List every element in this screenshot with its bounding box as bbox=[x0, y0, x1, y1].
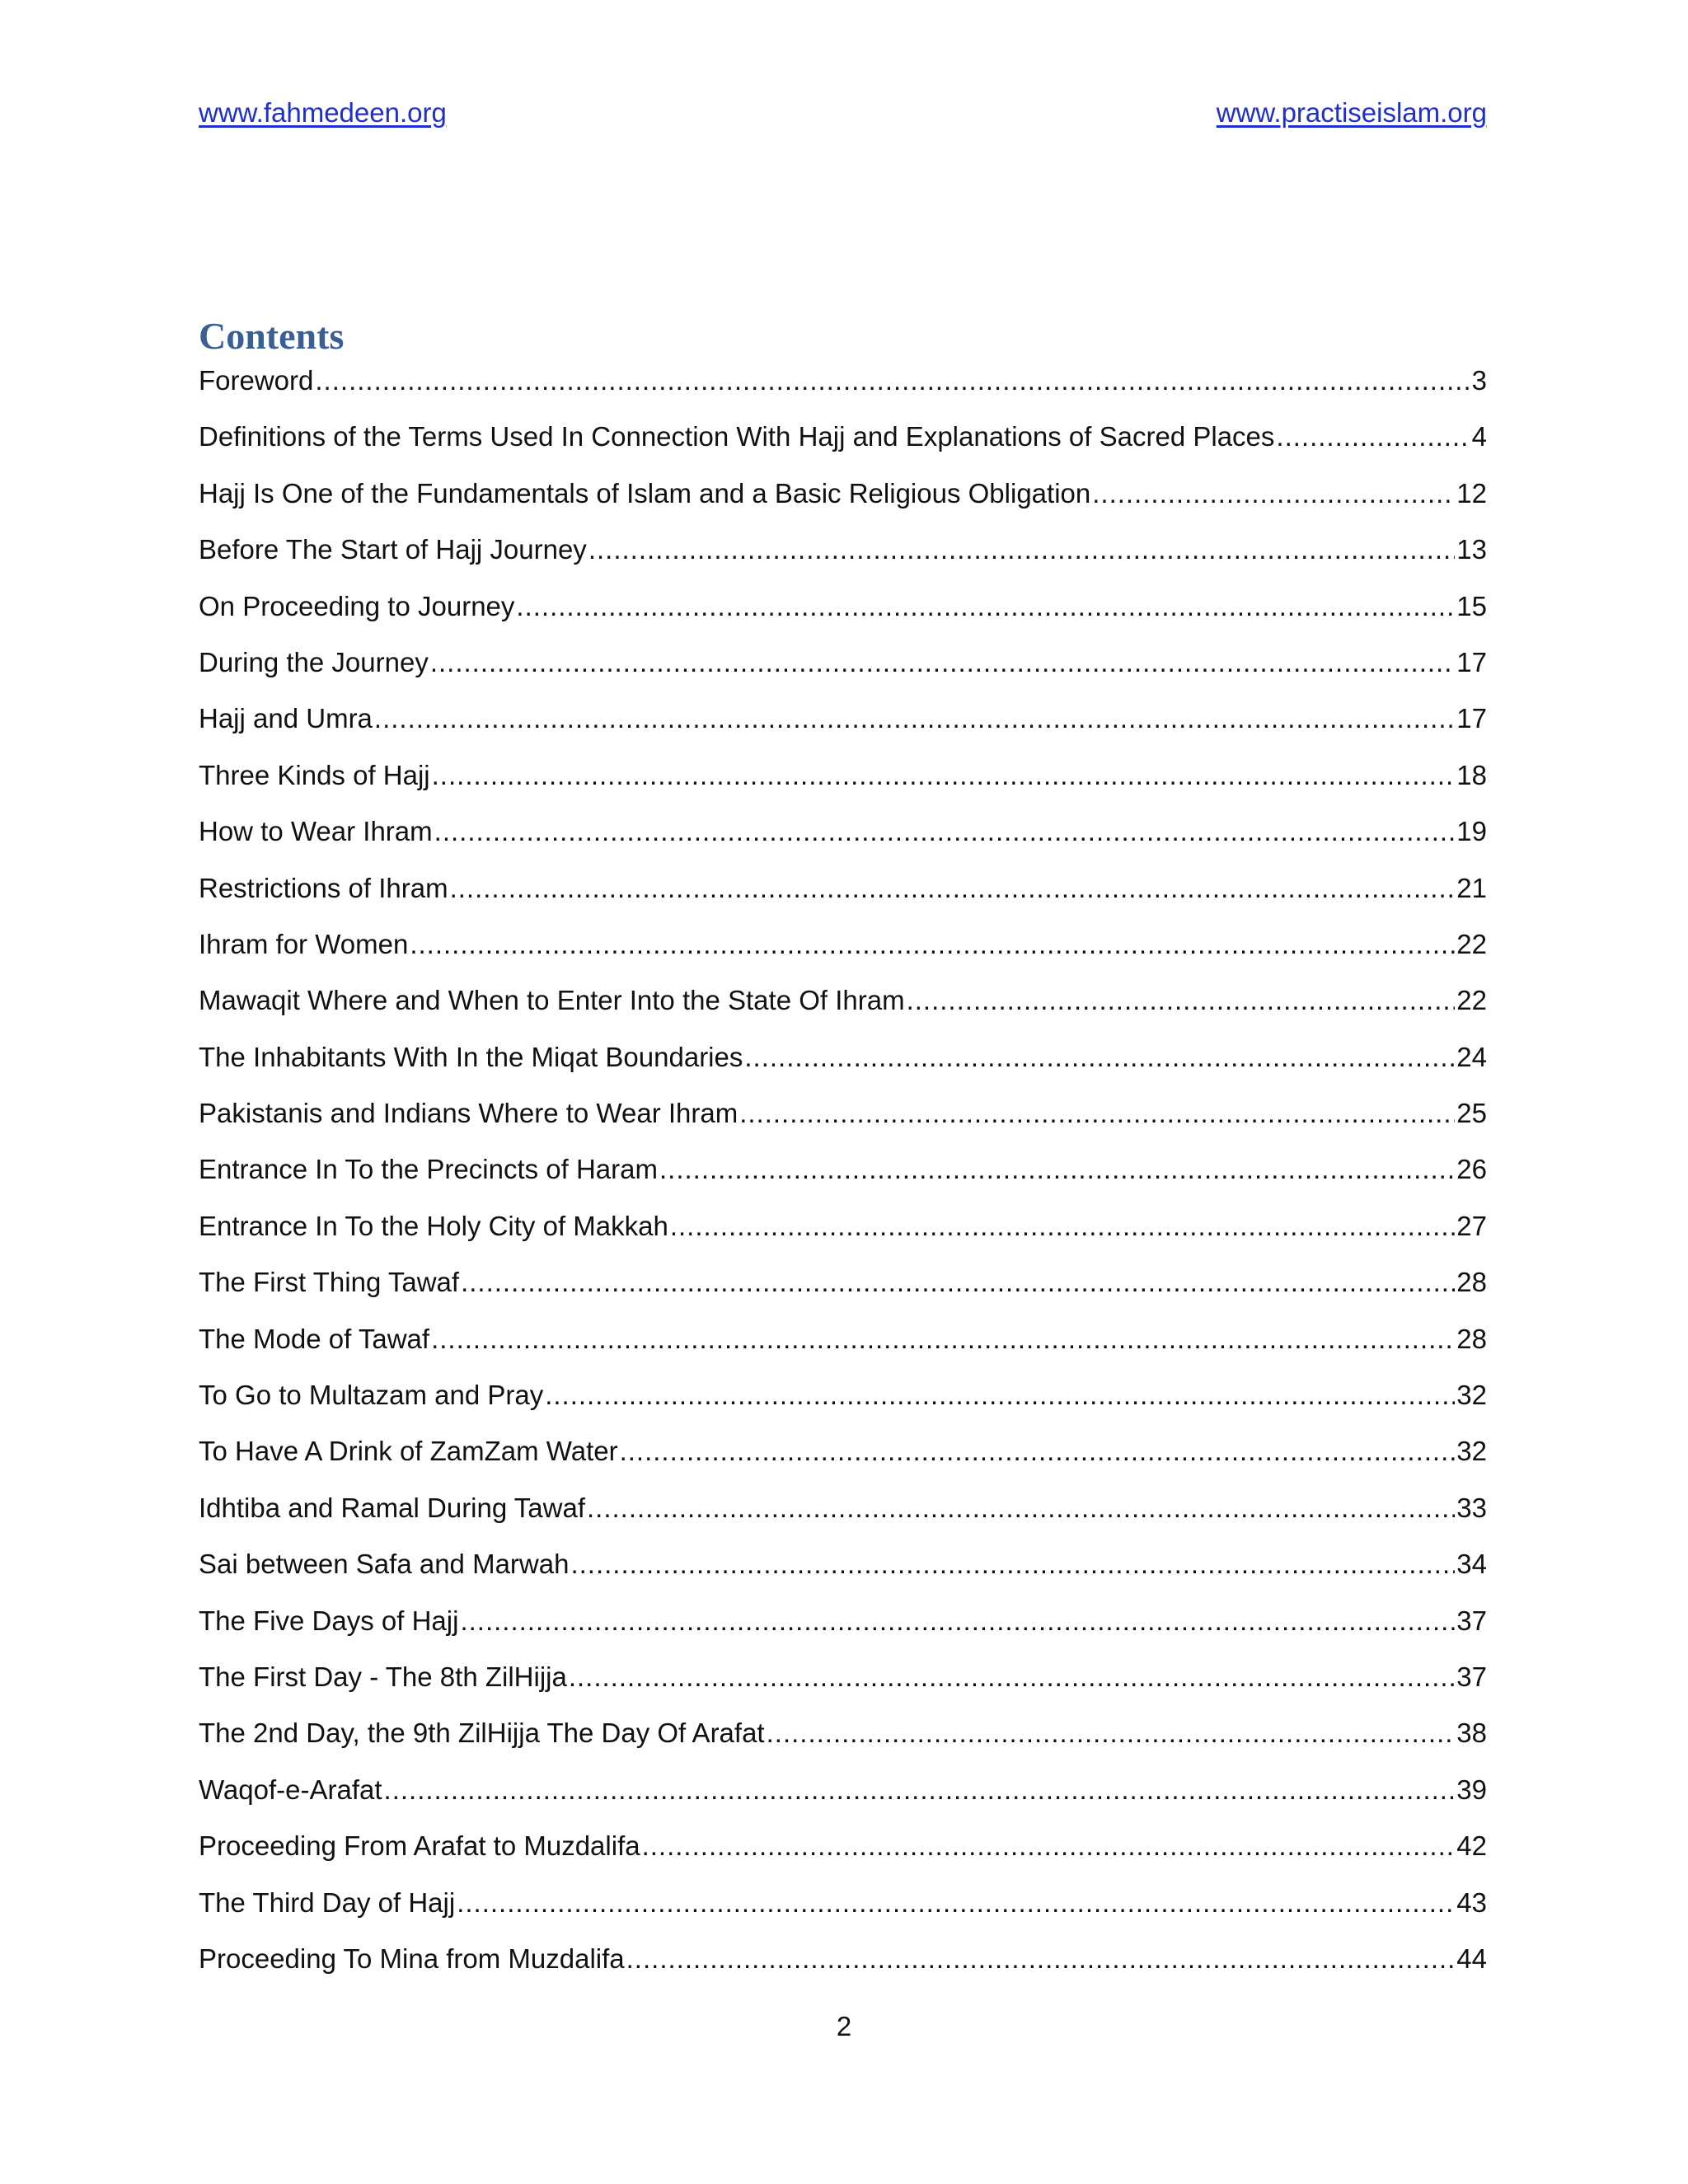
toc-dot-leader bbox=[620, 1436, 1456, 1467]
toc-entry[interactable] bbox=[199, 1549, 1487, 1605]
toc-dot-leader bbox=[431, 1324, 1455, 1355]
toc-dot-leader bbox=[907, 985, 1456, 1016]
toc-entry-label: Entrance In To the Precincts of Haram bbox=[199, 1154, 658, 1185]
toc-entry[interactable] bbox=[199, 591, 1487, 647]
toc-entry-label: Sai between Safa and Marwah bbox=[199, 1549, 570, 1580]
toc-entry[interactable] bbox=[199, 1774, 1487, 1830]
toc-dot-leader bbox=[588, 534, 1455, 565]
toc-dot-leader bbox=[739, 1098, 1455, 1129]
toc-dot-leader bbox=[626, 1943, 1456, 1975]
toc-entry[interactable] bbox=[199, 1718, 1487, 1774]
toc-entry-label: The Third Day of Hajj bbox=[199, 1886, 456, 1918]
toc-entry-label: Ihram for Women bbox=[199, 928, 409, 959]
toc-entry-page-number: 22 bbox=[1456, 985, 1487, 1016]
toc-entry-page-number: 4 bbox=[1471, 421, 1487, 452]
toc-entry-label: Hajj Is One of the Fundamentals of Islam and a Basic Religious Obligation bbox=[199, 477, 1091, 509]
toc-entry-page-number: 28 bbox=[1456, 1323, 1487, 1354]
toc-entry[interactable] bbox=[199, 985, 1487, 1041]
toc-entry-label: The Mode of Tawaf bbox=[199, 1323, 430, 1354]
toc-entry[interactable] bbox=[199, 1943, 1487, 1999]
toc-entry[interactable] bbox=[199, 365, 1487, 421]
toc-entry-label: Proceeding From Arafat to Muzdalifa bbox=[199, 1830, 640, 1862]
toc-dot-leader bbox=[1092, 478, 1455, 509]
toc-entry-page-number: 33 bbox=[1456, 1492, 1487, 1523]
toc-entry-page-number: 19 bbox=[1456, 816, 1487, 847]
toc-entry-page-number: 44 bbox=[1456, 1943, 1487, 1974]
toc-dot-leader bbox=[434, 816, 1456, 847]
toc-entry-label: The Inhabitants With In the Miqat Boundaries bbox=[199, 1041, 743, 1072]
toc-entry-page-number: 37 bbox=[1456, 1605, 1487, 1636]
toc-entry-label: The First Day - The 8th ZilHijja bbox=[199, 1661, 567, 1692]
toc-entry[interactable] bbox=[199, 1042, 1487, 1098]
toc-dot-leader bbox=[659, 1154, 1455, 1185]
toc-entry[interactable] bbox=[199, 816, 1487, 872]
toc-dot-leader bbox=[569, 1661, 1455, 1693]
toc-dot-leader bbox=[374, 703, 1455, 734]
toc-entry-page-number: 24 bbox=[1456, 1041, 1487, 1072]
toc-entry-label: The Five Days of Hajj bbox=[199, 1605, 459, 1636]
toc-entry-label: Foreword bbox=[199, 365, 314, 396]
toc-entry-page-number: 3 bbox=[1471, 365, 1487, 396]
toc-entry[interactable] bbox=[199, 1324, 1487, 1380]
toc-entry-page-number: 32 bbox=[1456, 1436, 1487, 1467]
toc-entry[interactable] bbox=[199, 478, 1487, 534]
toc-entry-label: Before The Start of Hajj Journey bbox=[199, 534, 587, 565]
toc-entry-label: Idhtiba and Ramal During Tawaf bbox=[199, 1492, 585, 1523]
toc-entry-label: To Go to Multazam and Pray bbox=[199, 1380, 544, 1411]
toc-entry-page-number: 39 bbox=[1456, 1774, 1487, 1805]
toc-entry-label: The First Thing Tawaf bbox=[199, 1267, 460, 1298]
toc-entry[interactable] bbox=[199, 1661, 1487, 1718]
toc-entry[interactable] bbox=[199, 703, 1487, 759]
toc-entry-page-number: 25 bbox=[1456, 1098, 1487, 1129]
toc-entry-label: Mawaqit Where and When to Enter Into the State Of Ihram bbox=[199, 985, 905, 1016]
toc-entry-label: During the Journey bbox=[199, 646, 429, 677]
toc-dot-leader bbox=[410, 929, 1455, 960]
toc-entry-page-number: 18 bbox=[1456, 759, 1487, 790]
toc-entry-label: The 2nd Day, the 9th ZilHijja The Day Of Arafat bbox=[199, 1718, 765, 1749]
toc-entry[interactable] bbox=[199, 1436, 1487, 1492]
toc-dot-leader bbox=[670, 1211, 1455, 1242]
toc-dot-leader bbox=[767, 1718, 1456, 1749]
toc-entry-page-number: 13 bbox=[1456, 534, 1487, 565]
table-of-contents bbox=[199, 365, 1487, 1999]
toc-entry[interactable] bbox=[199, 534, 1487, 590]
toc-entry-page-number: 43 bbox=[1456, 1886, 1487, 1918]
toc-entry-page-number: 26 bbox=[1456, 1154, 1487, 1185]
toc-dot-leader bbox=[545, 1380, 1455, 1411]
toc-entry[interactable] bbox=[199, 1887, 1487, 1943]
toc-entry[interactable] bbox=[199, 1211, 1487, 1267]
toc-entry[interactable] bbox=[199, 929, 1487, 985]
page-number: 2 bbox=[836, 2011, 852, 2041]
toc-entry-page-number: 42 bbox=[1456, 1830, 1487, 1862]
toc-dot-leader bbox=[587, 1493, 1455, 1524]
toc-entry-label: To Have A Drink of ZamZam Water bbox=[199, 1436, 618, 1467]
page-header bbox=[199, 97, 1487, 138]
toc-dot-leader bbox=[461, 1267, 1455, 1298]
toc-entry[interactable] bbox=[199, 1267, 1487, 1323]
toc-entry-page-number: 12 bbox=[1456, 477, 1487, 509]
toc-entry-page-number: 22 bbox=[1456, 928, 1487, 959]
toc-dot-leader bbox=[430, 647, 1455, 678]
toc-entry-label: Entrance In To the Holy City of Makkah bbox=[199, 1210, 668, 1241]
toc-entry[interactable] bbox=[199, 1154, 1487, 1210]
toc-entry[interactable] bbox=[199, 760, 1487, 816]
toc-entry[interactable] bbox=[199, 1830, 1487, 1886]
toc-entry-label: Three Kinds of Hajj bbox=[199, 759, 430, 790]
toc-entry-page-number: 17 bbox=[1456, 703, 1487, 734]
toc-dot-leader bbox=[570, 1549, 1455, 1580]
toc-entry-page-number: 28 bbox=[1456, 1267, 1487, 1298]
toc-dot-leader bbox=[1276, 421, 1470, 452]
toc-entry-page-number: 21 bbox=[1456, 872, 1487, 903]
toc-entry-page-number: 37 bbox=[1456, 1661, 1487, 1692]
toc-entry[interactable] bbox=[199, 1098, 1487, 1154]
toc-dot-leader bbox=[744, 1042, 1455, 1073]
toc-entry-page-number: 32 bbox=[1456, 1380, 1487, 1411]
toc-entry-page-number: 15 bbox=[1456, 590, 1487, 621]
toc-entry-label: How to Wear Ihram bbox=[199, 816, 433, 847]
toc-entry-page-number: 27 bbox=[1456, 1210, 1487, 1241]
fahmedeen-link[interactable]: www.fahmedeen.org bbox=[199, 97, 447, 128]
practiseislam-link[interactable]: www.practiseislam.org bbox=[1216, 97, 1487, 128]
toc-dot-leader bbox=[450, 873, 1456, 904]
toc-entry-page-number: 17 bbox=[1456, 646, 1487, 677]
toc-dot-leader bbox=[457, 1887, 1455, 1919]
contents-heading: Contents bbox=[199, 315, 345, 357]
toc-dot-leader bbox=[432, 760, 1456, 791]
toc-dot-leader bbox=[516, 591, 1455, 622]
toc-entry-page-number: 34 bbox=[1456, 1549, 1487, 1580]
toc-entry-label: Proceeding To Mina from Muzdalifa bbox=[199, 1943, 625, 1974]
toc-dot-leader bbox=[460, 1605, 1455, 1637]
toc-entry[interactable] bbox=[199, 1380, 1487, 1436]
toc-entry[interactable] bbox=[199, 421, 1487, 477]
toc-dot-leader bbox=[642, 1830, 1456, 1862]
toc-entry-label: Restrictions of Ihram bbox=[199, 872, 448, 903]
toc-entry[interactable] bbox=[199, 1493, 1487, 1549]
toc-entry[interactable] bbox=[199, 1605, 1487, 1661]
toc-entry-page-number: 38 bbox=[1456, 1718, 1487, 1749]
toc-dot-leader bbox=[315, 365, 1470, 396]
toc-entry-label: Pakistanis and Indians Where to Wear Ihram bbox=[199, 1098, 738, 1129]
toc-entry-label: Definitions of the Terms Used In Connection With Hajj and Explanations of Sacred Places bbox=[199, 421, 1275, 452]
toc-entry-label: Hajj and Umra bbox=[199, 703, 373, 734]
toc-dot-leader bbox=[384, 1774, 1456, 1806]
toc-entry[interactable] bbox=[199, 873, 1487, 929]
toc-entry-label: Waqof-e-Arafat bbox=[199, 1774, 382, 1805]
toc-entry[interactable] bbox=[199, 647, 1487, 703]
toc-entry-label: On Proceeding to Journey bbox=[199, 590, 515, 621]
